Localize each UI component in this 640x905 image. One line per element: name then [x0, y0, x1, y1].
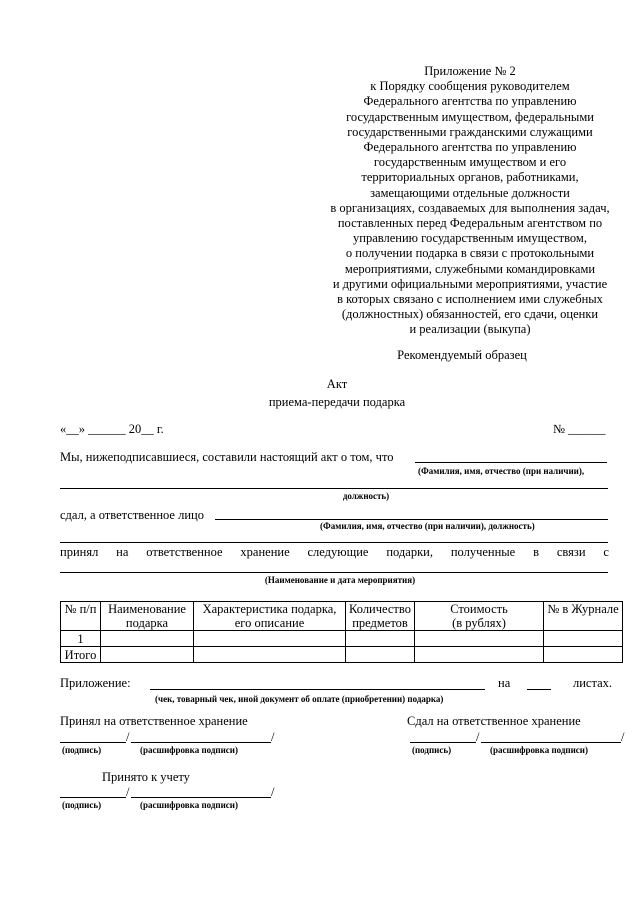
- attachment-caption: (чек, товарный чек, иной документ об оплате (приобретении) подарка): [155, 694, 444, 704]
- accepted-word: в: [533, 545, 540, 559]
- event-line[interactable]: [60, 572, 608, 573]
- received-label: Принял на ответственное хранение: [60, 714, 248, 728]
- number-field[interactable]: № ______: [553, 422, 606, 436]
- signature-line[interactable]: [60, 742, 126, 743]
- column-header-text: подарка: [125, 616, 169, 630]
- table-cell[interactable]: [194, 647, 346, 663]
- fio-caption: (Фамилия, имя, отчество (при наличии),: [418, 466, 585, 476]
- attachment-label: Приложение:: [60, 676, 131, 690]
- accepted-text: [60, 545, 609, 560]
- header-line: (должностных) обязанностей, его сдачи, оценки: [341, 307, 599, 322]
- column-header: [415, 602, 544, 631]
- header-line: территориальных органов, работниками,: [361, 170, 579, 185]
- header-line: Приложение № 2: [424, 64, 516, 78]
- column-header: [61, 602, 101, 631]
- table-row: [61, 631, 623, 647]
- signature-decode-line[interactable]: [131, 742, 271, 743]
- header-line: управлению государственным имуществом,: [353, 231, 587, 246]
- accepted-word: на: [116, 545, 129, 559]
- column-header-text: Наименование: [108, 602, 186, 616]
- accounted-label: Принято к учету: [102, 770, 190, 784]
- table-cell[interactable]: [101, 647, 194, 663]
- accepted-word: связи: [556, 545, 586, 559]
- accepted-word: хранение: [240, 545, 290, 559]
- column-header-text: № п/п: [64, 602, 97, 616]
- header-line: Федерального агентства по управлению: [363, 94, 577, 109]
- position-line[interactable]: [60, 488, 608, 489]
- header-line: государственным имуществом и его: [373, 155, 567, 170]
- sign-caption: (подпись): [62, 745, 102, 755]
- header-line: мероприятиями, служебными командировками: [344, 261, 596, 276]
- sign-caption: (подпись): [412, 745, 452, 755]
- table-cell[interactable]: 1: [61, 631, 101, 647]
- attachment-line[interactable]: [150, 689, 485, 690]
- accepted-word: подарки,: [386, 545, 433, 559]
- accepted-word: принял: [60, 545, 99, 559]
- signature-decode-line[interactable]: [131, 797, 271, 798]
- sign-caption: (подпись): [62, 800, 102, 810]
- header-line: о получении подарка в связи с протокольными: [345, 246, 595, 261]
- column-header: [194, 602, 346, 631]
- column-header-text: Стоимость: [450, 602, 508, 616]
- attachment-sheets: листах.: [573, 676, 613, 690]
- table-cell[interactable]: [415, 631, 544, 647]
- decode-caption: (расшифровка подписи): [140, 800, 238, 810]
- decode-caption: (расшифровка подписи): [490, 745, 588, 755]
- attachment-on: на: [498, 676, 511, 690]
- responsible-caption: (Фамилия, имя, отчество (при наличии), должность): [320, 521, 535, 531]
- recommended-sample: Рекомендуемый образец: [397, 348, 527, 362]
- event-caption: (Наименование и дата мероприятия): [264, 575, 416, 585]
- header-line: и другими официальными мероприятиями, участие: [332, 276, 608, 291]
- column-header: [346, 602, 415, 631]
- accepted-word: полученные: [450, 545, 516, 559]
- table-cell[interactable]: [346, 647, 415, 663]
- table-cell[interactable]: [415, 647, 544, 663]
- responsible-line-2[interactable]: [60, 542, 608, 543]
- header-line: в организациях, создаваемых для выполнения задач,: [330, 200, 610, 215]
- table-cell[interactable]: [194, 631, 346, 647]
- column-header-text: № в Журнале: [547, 602, 619, 616]
- column-header-text: предметов: [352, 616, 408, 630]
- table-header-row: [61, 602, 623, 631]
- signature-line[interactable]: [410, 742, 476, 743]
- table-cell[interactable]: [346, 631, 415, 647]
- date-field[interactable]: «__» ______ 20__ г.: [60, 422, 164, 436]
- slash: /: [621, 730, 625, 744]
- header-line: к Порядку сообщения руководителем: [370, 79, 570, 94]
- appendix-header: [300, 64, 640, 338]
- slash: /: [476, 730, 480, 744]
- slash: /: [271, 730, 275, 744]
- header-line: государственными гражданскими служащими: [347, 124, 593, 139]
- handed-label: Сдал на ответственное хранение: [407, 714, 581, 728]
- signature-line[interactable]: [60, 797, 126, 798]
- accepted-word: с: [603, 545, 609, 559]
- header-line: в которых связано с исполнением ими служебных: [337, 292, 603, 307]
- sheets-count-line[interactable]: [527, 689, 551, 690]
- slash: /: [126, 785, 130, 799]
- column-header-text: (в рублях): [452, 616, 506, 630]
- accepted-word: ответственное: [146, 545, 223, 559]
- header-line: поставленных перед Федеральным агентством по: [337, 216, 603, 231]
- column-header: [544, 602, 623, 631]
- decode-caption: (расшифровка подписи): [140, 745, 238, 755]
- act-title: Акт: [326, 377, 348, 391]
- header-line: Федерального агентства по управлению: [363, 140, 577, 155]
- signature-decode-line[interactable]: [481, 742, 621, 743]
- act-subtitle: приема-передачи подарка: [268, 395, 406, 409]
- position-caption: должность): [342, 491, 390, 501]
- gifts-table: [60, 601, 623, 663]
- accepted-word: следующие: [307, 545, 369, 559]
- responsible-line[interactable]: [215, 519, 608, 520]
- table-row: [61, 647, 623, 663]
- slash: /: [271, 785, 275, 799]
- column-header-text: Характеристика подарка,: [202, 602, 337, 616]
- column-header-text: его описание: [234, 616, 305, 630]
- header-line: и реализации (выкупа): [409, 322, 531, 337]
- table-cell[interactable]: [544, 647, 623, 663]
- table-cell[interactable]: [544, 631, 623, 647]
- we-text: Мы, нижеподписавшиеся, составили настоящий акт о том, что: [60, 450, 394, 464]
- header-line: государственным имуществом, федеральными: [346, 109, 594, 124]
- table-cell[interactable]: Итого: [61, 647, 101, 663]
- header-line: замещающими отдельные должности: [370, 185, 570, 200]
- slash: /: [126, 730, 130, 744]
- table-cell[interactable]: [101, 631, 194, 647]
- column-header-text: Количество: [349, 602, 411, 616]
- fio-line[interactable]: [415, 462, 607, 463]
- column-header: [101, 602, 194, 631]
- handed-text: сдал, а ответственное лицо: [60, 508, 204, 522]
